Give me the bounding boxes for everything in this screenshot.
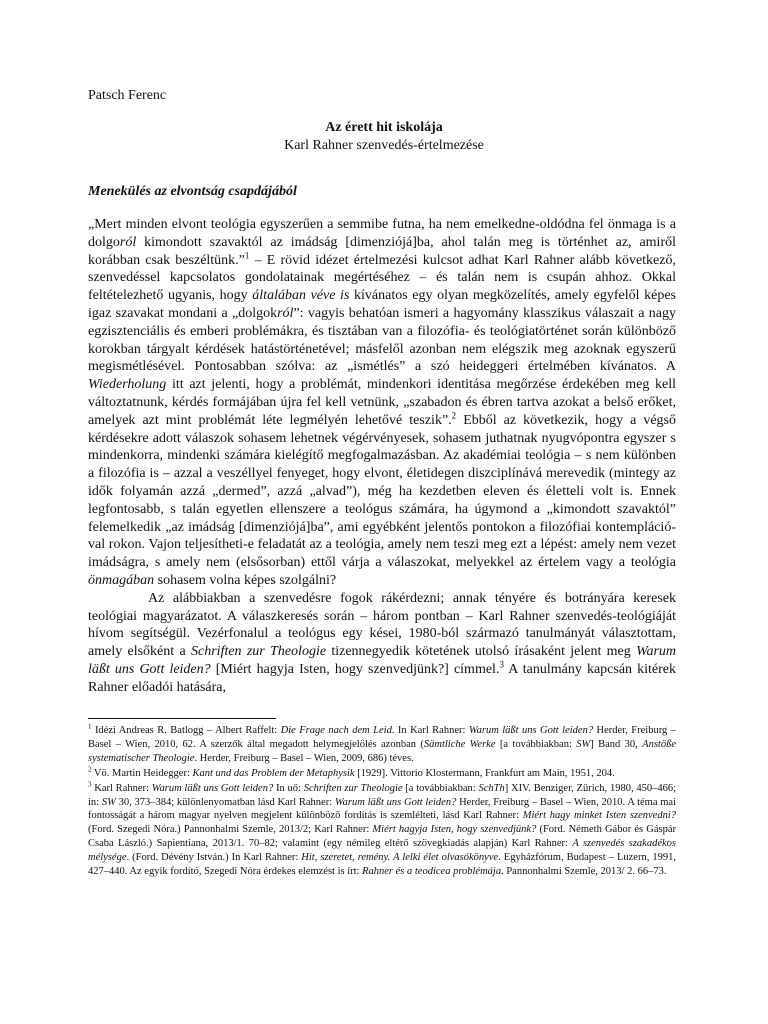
text-run: In uő: (273, 782, 304, 794)
text-run: Herder, Freiburg – Basel – Wien, 2010, 62. A szerzők által megadott helymegjelölés azonban ( (88, 725, 676, 750)
italic-run: Schriften zur Theologie (191, 644, 327, 660)
text-run: Vö. Martin Heidegger: (91, 767, 193, 779)
italic-run: Kant und das Problem der Metaphysik (192, 767, 355, 779)
italic-run: ról (277, 305, 294, 321)
text-run: [Miért hagyja Isten, hogy szenvedjünk?] címmel. (210, 661, 500, 677)
italic-run: SW (576, 738, 591, 750)
article-title: Az érett hit iskolája (325, 120, 443, 135)
footnote-3 (88, 782, 676, 879)
text-run: „Mert minden elvont teológia egyszerűen a semmibe futna, ha nem emelkedne-oldódna fel önmaga is a dolgo (88, 217, 676, 250)
text-run: [a továbbiakban: (402, 782, 479, 794)
footnote-separator (88, 718, 276, 719)
italic-run: SW (101, 796, 116, 808)
italic-run: Schriften zur Theologie (303, 782, 403, 794)
footnote-ref-1[interactable]: 1 (244, 249, 250, 260)
italic-run: önmagában (88, 572, 155, 588)
paragraph-2 (88, 590, 676, 697)
text-run: [1929]. Vittorio Klostermann, Frankfurt am Main, 1951, 204. (354, 767, 615, 779)
text-run: Karl Rahner: (91, 782, 152, 794)
text-run: – E rövid idézet értelmezési kulcsot adhat Karl Rahner alább következő, szenvedéssel kapcsolatos gondolatainak megértéséhez – és talán nem is csupán ahhoz. Okkal feltételezhető ugyanis, hogy (88, 252, 676, 304)
text-run: 30, 373–384; különlenyomatban lásd Karl Rahner: (115, 796, 335, 808)
text-run: (Ford. Szegedi Nóra.) Pannonhalmi Szemle, 2013/2; Karl Rahner: (88, 824, 373, 836)
text-run: tizennegyedik kötetének utolsó írásaként jelent meg (326, 644, 637, 660)
author-name: Patsch Ferenc (88, 88, 167, 103)
italic-run: Hit, szeretet, remény. A lelki élet olvasókönyve (301, 852, 499, 864)
italic-run: Warum läßt uns Gott leiden? (151, 782, 274, 794)
text-run: . In Karl Rahner: (391, 725, 469, 736)
text-run: ] Band 30, (590, 738, 643, 750)
paragraph-1 (88, 216, 676, 590)
footnotes (88, 724, 676, 880)
italic-run: Rahner és a teodicea problémája (362, 866, 502, 878)
text-run: itt azt jelenti, hogy a problémát, mindenkori identitása megőrzése érdekében meg kell változtatnunk, kérdés formájában újra fel kell vetnünk, „szabadon és ébren tartva azokat a belső erőket, amelyek azt mint problémát léte legmélyén lehetővé teszik”. (88, 377, 676, 428)
footnote-1 (88, 724, 676, 766)
italic-run: SchTh (478, 782, 505, 794)
italic-run: Die Frage nach dem Leid (280, 725, 392, 736)
footnote-ref-2[interactable]: 2 (451, 410, 457, 421)
italic-run: Sämtliche Werke (423, 738, 496, 750)
article-subtitle: Karl Rahner szenvedés-értelmezése (284, 138, 484, 153)
text-run: kívánatos egy olyan megközelítés, amely egyfelől képes igaz szavakat mondani a „dolgok (88, 288, 676, 321)
text-run: . (Ford. Dévény István.) In Karl Rahner: (126, 852, 302, 864)
italic-run: Warum läßt uns Gott leiden? (468, 725, 594, 736)
body-text (88, 216, 676, 697)
italic-run: A szenvedés szakadékos mélysége (88, 838, 676, 864)
section-heading: Menekülés az elvontság csapdájából (88, 184, 297, 199)
footnote-number: 3 (88, 780, 92, 789)
italic-run: Miért hagy minket Isten szenvedni? (522, 810, 676, 822)
text-run: [a továbbiakban: (495, 738, 577, 750)
text-run: kimondott szavaktól az imádság [dimenziójá]ba, ahol talán meg is történhet az, amiről korábban csak beszéltünk.” (88, 234, 676, 268)
italic-run: Anstöße systematischer Theologie (88, 738, 676, 764)
footnote-number: 1 (88, 722, 92, 731)
footnote-ref-3[interactable]: 3 (499, 659, 504, 670)
text-run: ”: vagyis behatóan ismeri a hagyomány klasszikus válaszait a nagy egzisztenciális és emberi problémákra, és tisztában van a filozófia- és teológiatörténet során különböző korokban tárgyalt kérdések hatástörténetével; másfelől azonban nem elégszik meg azoknak egyszerű megismétlésével. Pontosabban szólva: az „ismétlés” a szó heideggeri értelmében kívánatos. A (88, 305, 676, 375)
text-run: . Pannonhalmi Szemle, 2013/ 2. 66–73. (501, 866, 667, 878)
text-run: Ebből az következik, hogy a végső kérdésekre adott válaszok sohasem lehetnek végérvényesek, sohasem juthatnak nyugvópontra egyszer s mindenkorra, mindenki számára kielégítő megfogalmazásban. Az akadémiai teológia – s nem különben a filozófia is – azzal a veszéllyel fenyeget, hogy elvont, életidegen diszciplínává merevedik (mintegy az idők folyamán azzá „dermed”, azzá „alvad”), még ha kezdetben eleven és életteli volt is. Ennek legfontosabb, s talán egyetlen ellenszere a teológus számára, ha úgymond a „kimondott szavaktól” felemelkedik „az imádság [dimenziójá]ba”, ami egyébként jelentős pontokon a filozófiai kontemplációval rokon. Vajon teljesítheti-e feladatát az a teológia, amely nem teszi meg ezt a lépést: amely nem vezet imádságra, s amely nem (elsősorban) ettől várja a válaszokat, melyekkel az értelem vagy a teológia (88, 412, 676, 571)
italic-run: ról (119, 234, 137, 250)
text-run: . Egyházfórum, Budapest – Luzern, 1991, 427–440. Az egyik fordító, Szegedi Nóra érdekes elemzést is írt: (88, 852, 676, 878)
italic-run: Warum läßt uns Gott leiden? (88, 644, 677, 677)
text-run: Idézi Andreas R. Batlogg – Albert Raffelt: (91, 725, 281, 736)
text-run: Herder, Freiburg – Basel – Wien, 2010. A téma mai fontosságát a három magyar nyelven megjelent különböző fordítás is szemlélteti, lásd Karl Rahner: (88, 796, 676, 822)
text-run: sohasem volna képes szolgálni? (154, 572, 337, 588)
italic-run: Wiederholung (88, 377, 167, 393)
text-run: . Herder, Freiburg – Basel – Wien, 2009, 686) téves. (194, 752, 414, 764)
text-run: Az alábbiakban a szenvedésre fogok rákérdezni; annak tényére és botrányára keresek teológiai magyarázatot. A válaszkeresés során – három pontban – Karl Rahner szenvedés-teológiáját hívom segítségül. Vezérfonalul a teológus egy kései, 1980-ból származó tanulmányát választottam, amely elsőként a (88, 590, 676, 660)
footnote-number: 2 (88, 765, 92, 774)
italic-run: általában véve is (252, 288, 350, 304)
italic-run: Warum läßt uns Gott leiden? (334, 796, 457, 808)
italic-run: Miért hagyja Isten, hogy szenvedjünk? (372, 824, 537, 836)
footnote-2 (88, 767, 676, 781)
text-run: A tanulmány kapcsán kitérek Rahner előadói hatására, (88, 661, 677, 695)
text-run: ] XIV. Benziger, Zürich, 1980, 450–466; in: (88, 782, 676, 808)
text-run: (Ford. Németh Gábor és Gáspár Csaba László.) Sapientiana, 2013/1. 70–82; valamint (egy némileg eltérő szövegkiadás alapján) Karl Rahner: (88, 824, 676, 850)
